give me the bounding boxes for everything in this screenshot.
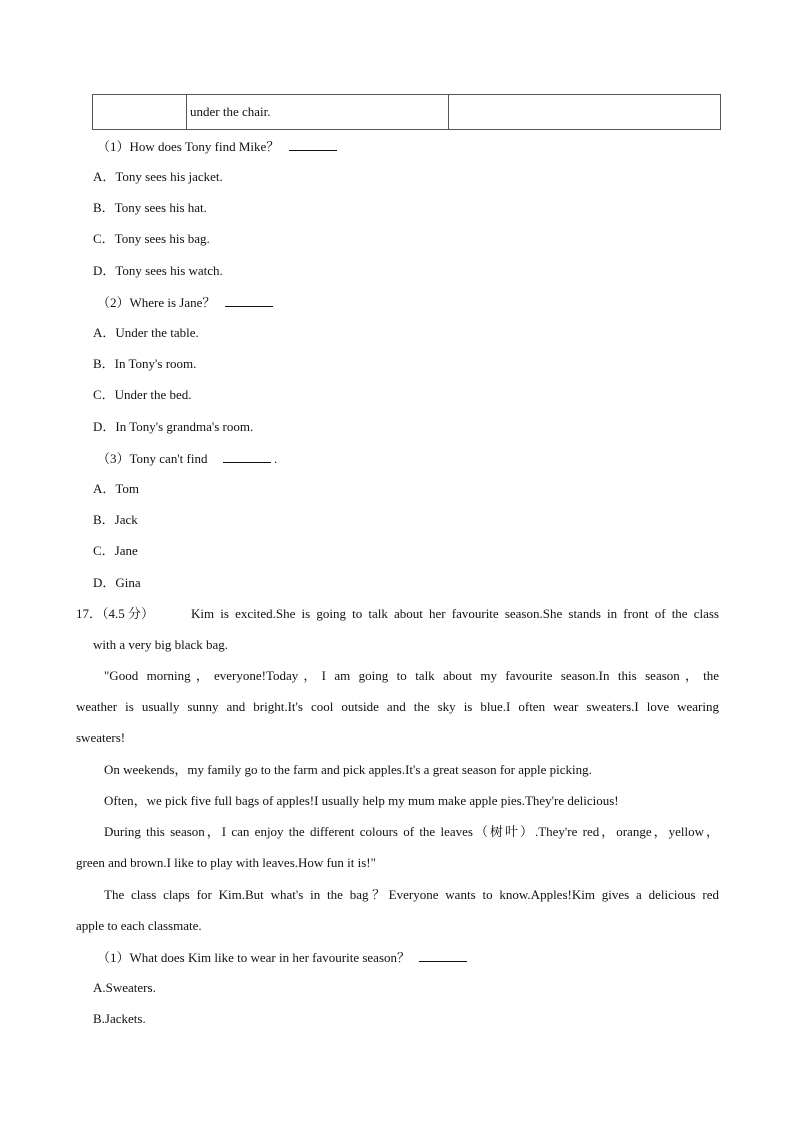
- option-d: D．Tony sees his watch.: [93, 263, 223, 278]
- option-d: D．Gina: [93, 575, 141, 590]
- passage-line: weather is usually sunny and bright.It's cool outside and the sky is blue.I often wear sweaters.I love wearing: [76, 699, 719, 714]
- option-d: D．In Tony's grandma's room.: [93, 419, 254, 434]
- question-suffix: .: [273, 451, 278, 466]
- option-a: A．Tony sees his jacket.: [93, 169, 223, 184]
- passage-line: sweaters!: [76, 730, 126, 745]
- question-score: （4.5 分）: [102, 606, 155, 621]
- passage-line: The class claps for Kim.But what's in the bag？Everyone wants to know.Apples!Kim gives a delicious red: [104, 887, 719, 902]
- passage-line: green and brown.I like to play with leaves.How fun it is!": [76, 855, 376, 870]
- option-a: A．Under the table.: [93, 325, 199, 340]
- answer-blank[interactable]: [223, 450, 271, 463]
- option-b: B．Tony sees his hat.: [93, 200, 207, 215]
- question-text: （1）What does Kim like to wear in her favourite season？: [97, 950, 410, 965]
- table-cell: [93, 95, 187, 130]
- passage-line: apple to each classmate.: [76, 918, 202, 933]
- question-number: 17．: [76, 606, 103, 621]
- question-text: （1）How does Tony find Mike？: [97, 139, 280, 154]
- question-text: （3）Tony can't find: [97, 451, 208, 466]
- table-cell: under the chair.: [187, 95, 449, 130]
- option-a: A．Tom: [93, 481, 140, 496]
- option-b: B．Jack: [93, 512, 138, 527]
- answer-blank[interactable]: [289, 138, 337, 151]
- question-16-3: [97, 450, 277, 467]
- option-b: B.Jackets.: [93, 1011, 146, 1026]
- answer-blank[interactable]: [419, 949, 467, 962]
- intro-line: Kim is excited.She is going to talk about her favourite season.She stands in front of the class: [191, 606, 719, 621]
- option-b: B．In Tony's room.: [93, 356, 197, 371]
- passage-line: On weekends，my family go to the farm and pick apples.It's a great season for apple picking.: [104, 762, 592, 777]
- question-16-2: [97, 294, 273, 311]
- table-fragment: [92, 94, 721, 130]
- passage-line: Often，we pick five full bags of apples!I usually help my mum make apple pies.They're delicious!: [104, 793, 619, 808]
- option-c: C．Tony sees his bag.: [93, 231, 210, 246]
- passage-line: During this season，I can enjoy the different colours of the leaves（树叶）.They're red，orange，yellow，: [104, 824, 719, 839]
- table-row: [93, 95, 721, 130]
- question-16-1: [97, 138, 337, 155]
- table-cell: [449, 95, 721, 130]
- question-17-1: [97, 949, 467, 966]
- option-c: C．Jane: [93, 543, 138, 558]
- passage-line: "Good morning，everyone!Today，I am going to talk about my favourite season.In this season，the: [104, 668, 719, 683]
- intro-line: with a very big black bag.: [93, 637, 229, 652]
- option-a: A.Sweaters.: [93, 980, 156, 995]
- option-c: C．Under the bed.: [93, 387, 192, 402]
- question-17-header: [76, 606, 154, 622]
- question-text: （2）Where is Jane？: [97, 295, 216, 310]
- answer-blank[interactable]: [225, 294, 273, 307]
